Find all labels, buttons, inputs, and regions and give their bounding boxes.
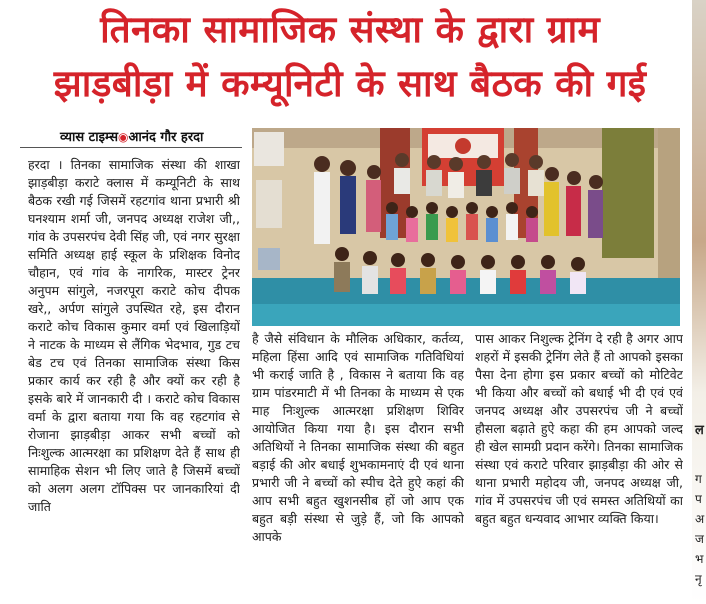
byline-separator: ◉: [117, 130, 129, 144]
adjacent-letter-6: भ: [695, 552, 704, 566]
adjacent-letter-2: ग: [695, 472, 702, 486]
byline: [60, 127, 203, 145]
headline-line-2: झाड़बीड़ा में कम्यूनिटी के साथ बैठक की गई: [53, 62, 647, 105]
article-column-2: है जैसे संविधान के मौलिक अधिकार, कर्तव्य, महिला हिंसा आदि एवं सामाजिक गतिविधियां भी कराई जाति है , विकास ने बताया कि वह ग्राम पांडरमाटी में भी तिनका के माध्यम से एक माह निःशुल्क आत्मरक्षा प्रशिक्षण शिविर आयोजित किया गया है। इस दौरान सभी अतिथियों ने तिनका सामाजिक संस्था की बहुत बड़ाई की ओर बधाई शुभकामनाएं दी एवं थाना प्रभारी जी ने बच्चों को स्पीच देते हुऐ कहां की आप सभी बहुत खुशनसीब हों जो आप एक बहुत बड़ी संस्था से जुड़े हैं, जो कि आपको आपके: [252, 331, 464, 544]
adjacent-letter-1: ल: [695, 423, 704, 438]
group-photo-illustration: [252, 128, 680, 326]
group-photo: [252, 128, 680, 326]
adjacent-letter-3: प: [695, 492, 702, 506]
byline-source: व्यास टाइम्स: [60, 130, 118, 145]
headline-line-1: तिनका सामाजिक संस्था के द्वारा ग्राम: [100, 8, 600, 51]
adjacent-letter-4: अ: [695, 512, 705, 526]
byline-author: आनंद गौर हरदा: [128, 130, 204, 145]
adjacent-letter-7: नृ: [695, 572, 702, 586]
byline-divider: [20, 147, 242, 148]
adjacent-letter-5: ज: [695, 532, 704, 546]
article-column-3: पास आकर निशुल्क ट्रेनिंग दे रही है अगर आप शहरों में इसकी ट्रेनिंग लेते हैं तो आपको इसका पैसा देना होगा इस प्रकार बच्चों को मोटिवेट भी किया और बच्चों को बधाई भी दी एवं एवं जनपद अध्यक्ष और उपसरपंच जी ने बच्चों हौसला बढ़ाते हुऐ कहा की हम आपको जल्द ही खेल सामग्री प्रदान करेंगे। तिनका सामाजिक संस्था एवं कराटे परिवार झाड़बीड़ा की ओर से थाना प्रभारी महोदय जी, जनपद अध्यक्ष जी, गांव में उपसरपंच जी एवं समस्त अतिथियों का बहुत बहुत धन्यवाद आभार व्यक्ति किया।: [475, 331, 683, 526]
article-column-1: हरदा । तिनका सामाजिक संस्था की शाखा झाड़बीड़ा कराटे क्लास में कम्यूनिटी के साथ बैठक रखी गई जिसमें रहटगांव थाना प्रभारी श्री घनश्याम शर्मा जी, जनपद अध्यक्ष राजेश जी,, गांव के उपसरपंच देवी सिंह जी, एवं नगर सुरक्षा समिति अध्यक्ष हाई स्कूल के प्रशिक्षक विनोद चौहान, एवं गांव के नागरिक, मास्टर ट्रेनर अनुपम सांगुले, नजरपूरा कराटे कोच दीपक खरे,, अर्पण सांगुले उपस्थित रहे, इस दौरान कराटे कोच विकास कुमार वर्मा एवं खिलाड़ियों ने नाटक के माध्यम से लैंगिक भेदभाव, गुड टच बेड टच एवं तिनका सामाजिक संस्था किस प्रकार कार्य कर रही है और क्यों कर रही है इसके बारे में जानकारी दी । कराटे कोच विकास वर्मा के द्वारा बताया गया कि वह रहटगांव से रोजाना झाड़बीड़ा आकर सभी बच्चों को निःशुल्क आत्मरक्षा का प्रशिक्षण देते हैं साथ ही सामाहिक सेशन भी लिए जाते है जिसमें बच्चों को अलग अलग टॉपिक्स पर जानकारियां दी जाति: [28, 157, 240, 514]
